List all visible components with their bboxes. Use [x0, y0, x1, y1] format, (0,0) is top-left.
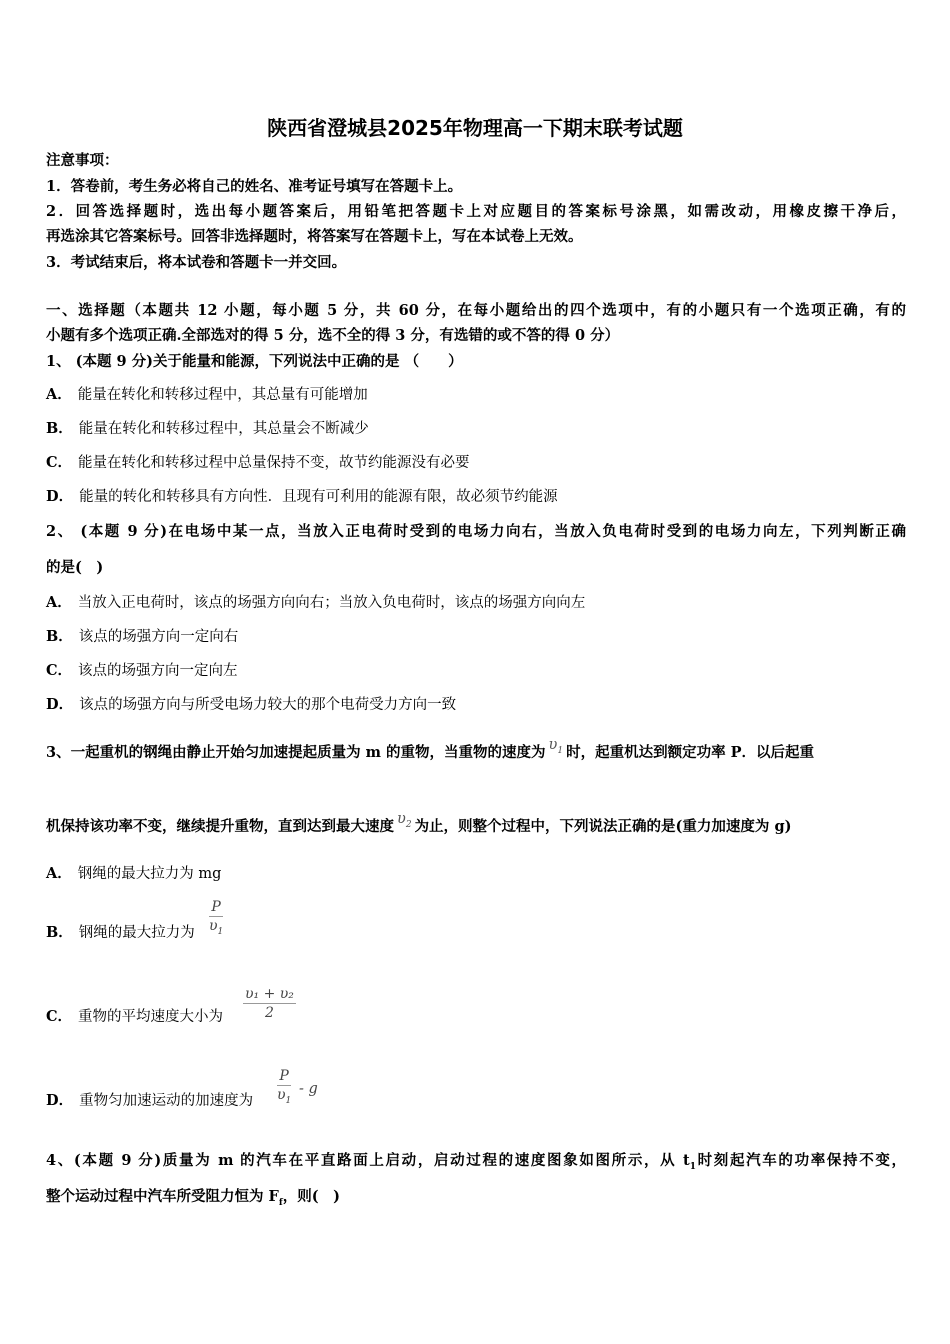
option-label: A． [46, 865, 72, 882]
fraction-numerator: P [211, 899, 221, 915]
question-stem [46, 1187, 340, 1213]
option-text: 钢绳的最大拉力为 mg [77, 866, 222, 882]
fraction [277, 1067, 291, 1110]
v-letter: υ [277, 1087, 286, 1103]
option-text: 该点的场强方向一定向右 [78, 629, 239, 645]
section-header-line: 一、选择题（本题共 12 小题，每小题 5 分，共 60 分，在每小题给出的四个选项中，有的小题只有一个选项正确，有的 [46, 302, 906, 319]
v-letter: υ [209, 918, 218, 934]
option-text: 能量在转化和转移过程中，其总量有可能增加 [77, 387, 368, 403]
option-label: A． [46, 594, 72, 611]
notice-heading: 注意事项： [46, 152, 119, 169]
fraction-tail: - g [299, 1081, 318, 1097]
option-label: B． [46, 420, 73, 437]
stem-text: 时，起重机达到额定功率 P．以后起重 [566, 744, 815, 761]
option-text: 重物的平均速度大小为 [78, 1009, 224, 1025]
fraction-numerator: υ₁ + υ₂ [245, 986, 294, 1002]
option-label: C． [46, 662, 73, 679]
option-text: 能量在转化和转移过程中，其总量会不断减少 [78, 421, 369, 437]
notice-item: 1．答卷前，考生务必将自己的姓名、准考证号填写在答题卡上。 [46, 178, 463, 195]
fraction [243, 985, 296, 1022]
v-letter: υ [548, 737, 558, 753]
fraction-denominator: 2 [264, 1005, 274, 1021]
option-text: 能量的转化和转移具有方向性．且现有可利用的能源有限，故必须节约能源 [79, 489, 558, 505]
option-text: 当放入正电荷时，该点的场强方向向右；当放入负电荷时，该点的场强方向向左 [77, 595, 586, 611]
v-subscript: 2 [405, 819, 412, 830]
option-text: 该点的场强方向一定向左 [78, 663, 238, 679]
option-text: 该点的场强方向与所受电场力较大的那个电荷受力方向一致 [79, 697, 457, 713]
question-stem [46, 811, 792, 843]
option-text: 钢绳的最大拉力为 [78, 925, 195, 941]
v-subscript: 1 [217, 926, 224, 937]
v2-symbol [397, 811, 412, 830]
option-item [46, 864, 221, 884]
option-label: D． [46, 696, 74, 713]
stem-text: 3、一起重机的钢绳由静止开始匀加速提起质量为 m 的重物，当重物的速度为 [46, 744, 546, 761]
stem-text: 整个运动过程中汽车所受阻力恒为 F [46, 1188, 279, 1205]
stem-text: 时刻起汽车的功率保持不变， [695, 1152, 907, 1169]
stem-text: ，则( ) [282, 1188, 340, 1205]
question-stem [46, 737, 815, 769]
notice-item: 再选涂其它答案标号。回答非选择题时，将答案写在答题卡上，写在本试卷上无效。 [46, 228, 583, 245]
question-stem: 1、 (本题 9 分)关于能量和能源，下列说法中正确的是 （ ） [46, 353, 463, 370]
fraction-denominator [209, 917, 223, 941]
fraction-denominator [277, 1086, 291, 1110]
option-item [46, 1007, 223, 1027]
section-header-line: 小题有多个选项正确.全部选对的得 5 分，选不全的得 3 分，有选错的或不答的得 0 分） [46, 327, 620, 344]
notice-item: 3．考试结束后，将本试卷和答题卡一并交回。 [46, 254, 347, 271]
option-item [46, 593, 585, 613]
option-item [46, 419, 369, 439]
fraction [209, 898, 223, 941]
v-letter: υ [397, 811, 406, 827]
page-title: 陕西省澄城县2025年物理高一下期末联考试题 [267, 116, 683, 140]
question-stem: 2、 (本题 9 分)在电场中某一点，当放入正电荷时受到的电场力向右，当放入负电荷时受到的电场力向左，下列判断正确 [46, 523, 906, 540]
option-item [46, 923, 195, 943]
option-label: D． [46, 1092, 74, 1109]
option-label: B． [46, 628, 73, 645]
subscript: 1 [689, 1161, 696, 1172]
option-item [46, 695, 456, 715]
question-stem: 的是( ) [46, 559, 104, 576]
option-label: D． [46, 488, 74, 505]
v1-symbol [548, 737, 564, 756]
option-label: C． [46, 1008, 73, 1025]
option-item [46, 385, 368, 405]
question-stem [46, 1151, 906, 1177]
v-subscript: 1 [285, 1095, 292, 1106]
stem-text: 机保持该功率不变，继续提升重物，直到达到最大速度 [46, 818, 394, 835]
option-item [46, 627, 238, 647]
option-text: 能量在转化和转移过程中总量保持不变，故节约能源没有必要 [78, 455, 470, 471]
option-item [46, 661, 238, 681]
notice-item: 2．回答选择题时，选出每小题答案后，用铅笔把答题卡上对应题目的答案标号涂黑，如需改动，用橡皮擦干净后， [46, 203, 906, 220]
v-subscript: 1 [557, 745, 564, 756]
option-text: 重物匀加速运动的加速度为 [79, 1093, 254, 1109]
option-item [46, 487, 558, 507]
option-label: C． [46, 454, 73, 471]
fraction-numerator: P [279, 1068, 289, 1084]
option-label: A． [46, 386, 72, 403]
option-label: B． [46, 924, 73, 941]
subscript: f [278, 1197, 283, 1208]
option-item [46, 1091, 253, 1111]
option-item [46, 453, 470, 473]
stem-text: 4、(本题 9 分)质量为 m 的汽车在平直路面上启动，启动过程的速度图象如图所示，从 t [46, 1152, 690, 1169]
stem-text: 为止，则整个过程中，下列说法正确的是(重力加速度为 g) [414, 818, 792, 835]
